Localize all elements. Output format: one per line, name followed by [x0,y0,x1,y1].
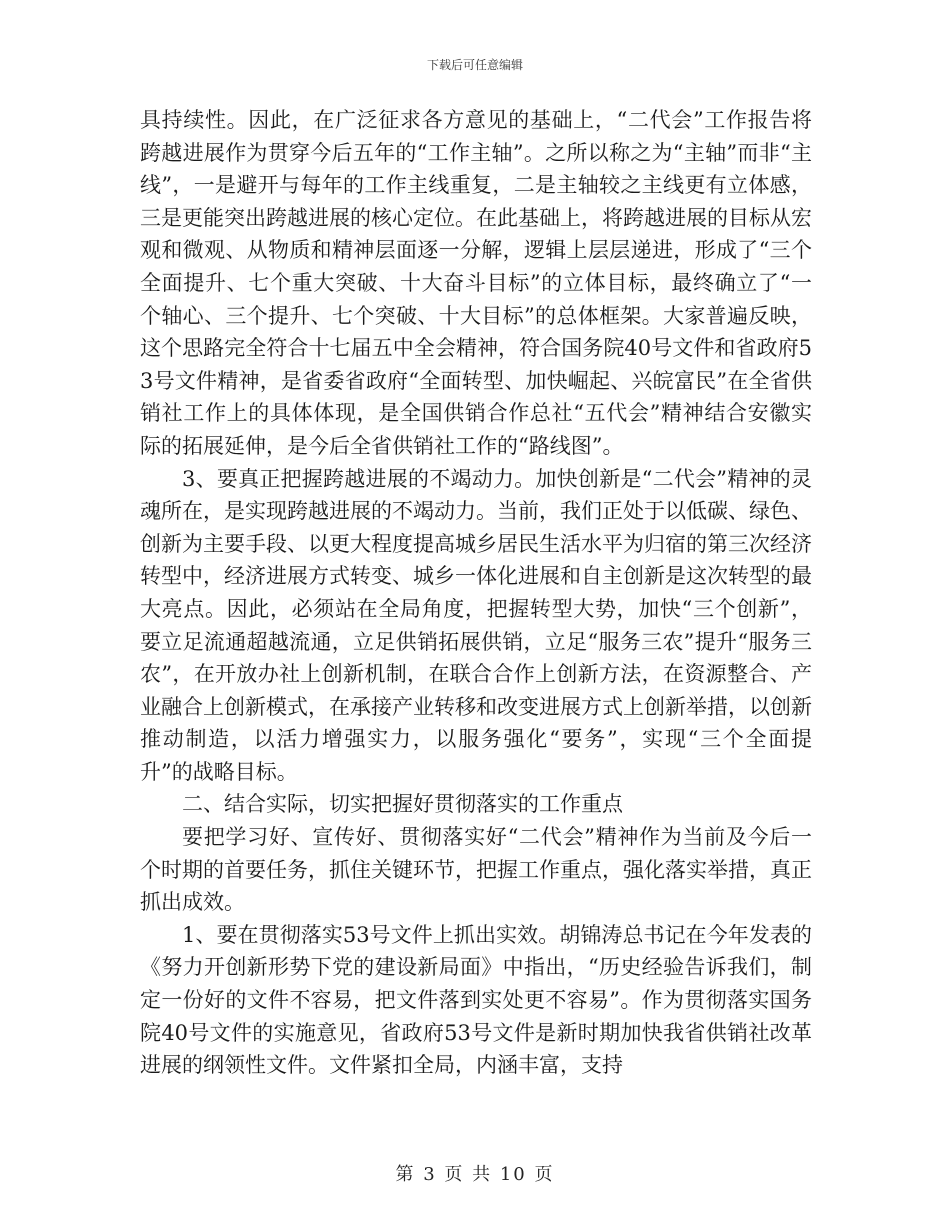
paragraph-2: 3、要真正把握跨越进展的不竭动力。加快创新是“二代会”精神的灵魂所在，是实现跨越进展的不竭动力。当前，我们正处于以低碳、绿色、创新为主要手段、以更大程度提高城乡居民生活水平为归宿的第三次经济转型中，经济进展方式转变、城乡一体化进展和自主创新是这次转型的最大亮点。因此，必须站在全局角度，把握转型大势，加快“三个创新”，要立足流通超越流通，立足供销拓展供销，立足“服务三农”提升“服务三农”，在开放办社上创新机制，在联合合作上创新方法，在资源整合、产业融合上创新模式，在承接产业转移和改变进展方式上创新举措，以创新推动制造，以活力增强实力，以服务强化“要务”，实现“三个全面提升”的战略目标。 [140,466,812,784]
paragraph-4: 1、要在贯彻落实53号文件上抓出实效。胡锦涛总书记在今年发表的《努力开创新形势下党的建设新局面》中指出，“历史经验告诉我们，制定一份好的文件不容易，把文件落到实处更不容易”。作为贯彻落实国务院40号文件的实施意见，省政府53号文件是新时期加快我省供销社改革进展的纲领性文件。文件紧扣全局，内涵丰富，支持 [140,922,812,1078]
document-body [140,104,812,1082]
paragraph-1: 具持续性。因此，在广泛征求各方意见的基础上，“二代会”工作报告将跨越进展作为贯穿今后五年的“工作主轴”。之所以称之为“主轴”而非“主线”，一是避开与每年的工作主线重复，二是主轴较之主线更有立体感，三是更能突出跨越进展的核心定位。在此基础上，将跨越进展的目标从宏观和微观、从物质和精神层面逐一分解，逻辑上层层递进，形成了“三个全面提升、七个重大突破、十大奋斗目标”的立体目标，最终确立了“一个轴心、三个提升、七个突破、十大目标”的总体框架。大家普遍反映，这个思路完全符合十七届五中全会精神，符合国务院40号文件和省政府53号文件精神，是省委省政府“全面转型、加快崛起、兴皖富民”在全省供销社工作上的具体体现，是全国供销合作总社“五代会”精神结合安徽实际的拓展延伸，是今后全省供销社工作的“路线图”。 [140,108,812,458]
paragraph-3: 要把学习好、宣传好、贯彻落实好“二代会”精神作为当前及今后一个时期的首要任务，抓住关键环节，把握工作重点，强化落实举措，真正抓出成效。 [140,825,812,915]
page-header: 下载后可任意编辑 [426,58,523,72]
section-heading: 二、结合实际，切实把握好贯彻落实的工作重点 [182,792,623,817]
page-footer: 第 3 页 共 10 页 [395,1164,555,1185]
